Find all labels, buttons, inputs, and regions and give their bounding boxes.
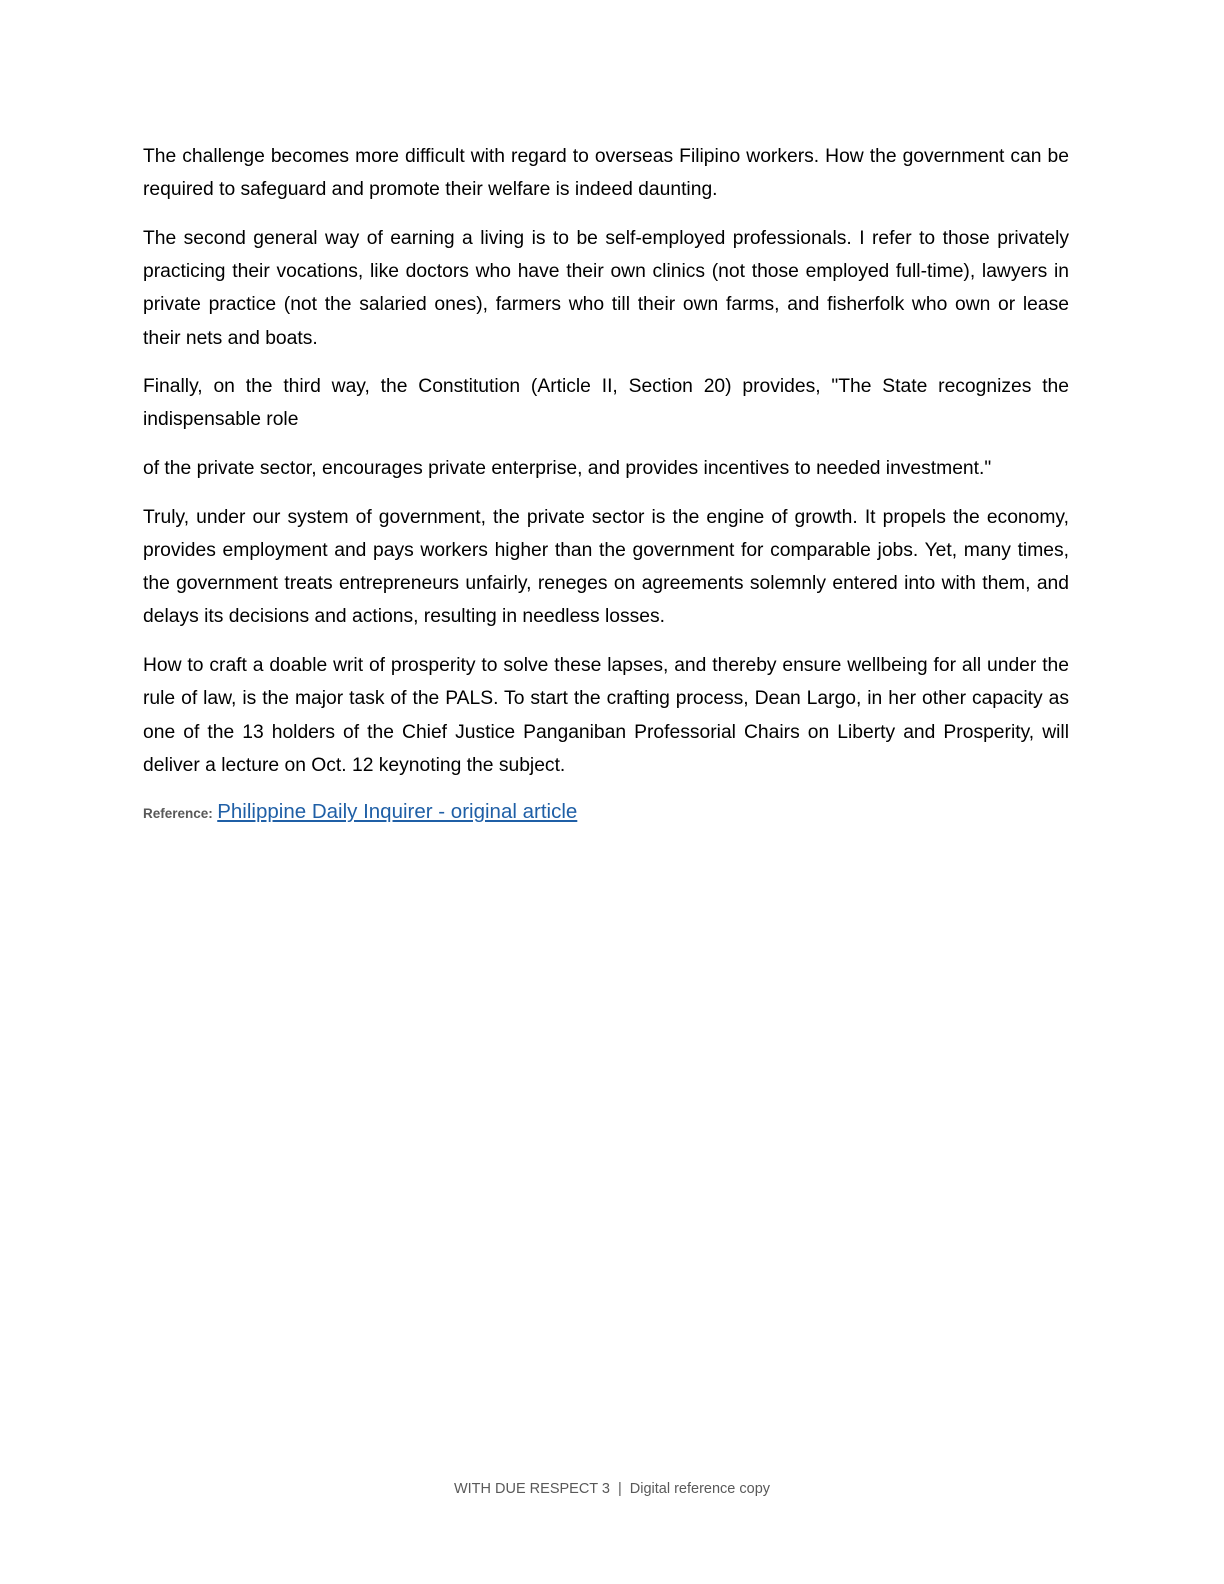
paragraph-constitution-part-1: Finally, on the third way, the Constitution (Article II, Section 20) provides, "The State recognizes the indispensable role [143, 376, 1069, 431]
footer-copy-label: Digital reference copy [629, 1481, 771, 1497]
reference-link[interactable]: Philippine Daily Inquirer - original article [217, 799, 578, 823]
footer-separator: | [618, 1481, 622, 1497]
reference-label: Reference: [143, 805, 213, 821]
document-body [143, 140, 1069, 828]
page-footer [0, 1479, 1224, 1499]
footer-page-label: WITH DUE RESPECT 3 [453, 1481, 610, 1497]
paragraph-self-employed: The second general way of earning a living is to be self-employed professionals. I refer to those privately practicing their vocations, like doctors who have their own clinics (not those employed full-time), lawyers in private practice (not the salaried ones), farmers who till their own farms, and fisherfolk who own or lease their nets and boats. [143, 227, 1069, 349]
reference-line [143, 798, 1069, 828]
paragraph-private-sector: Truly, under our system of government, the private sector is the engine of growth. It propels the economy, provides employment and pays workers higher than the government for comparable jobs. Yet, many times, the government treats entrepreneurs unfairly, reneges on agreements solemnly entered into with them, and delays its decisions and actions, resulting in needless losses. [143, 506, 1069, 628]
paragraph-constitution-part-2: of the private sector, encourages private enterprise, and provides incentives to needed investment." [143, 458, 992, 480]
paragraph-writ-of-prosperity: How to craft a doable writ of prosperity to solve these lapses, and thereby ensure wellbeing for all under the rule of law, is the major task of the PALS. To start the crafting process, Dean Largo, in her other capacity as one of the 13 holders of the Chief Justice Panganiban Professorial Chairs on Liberty and Prosperity, will deliver a lecture on Oct. 12 keynoting the subject. [143, 655, 1069, 776]
paragraph-ofw-challenge: The challenge becomes more difficult with regard to overseas Filipino workers. How the government can be required to safeguard and promote their welfare is indeed daunting. [143, 146, 1069, 201]
